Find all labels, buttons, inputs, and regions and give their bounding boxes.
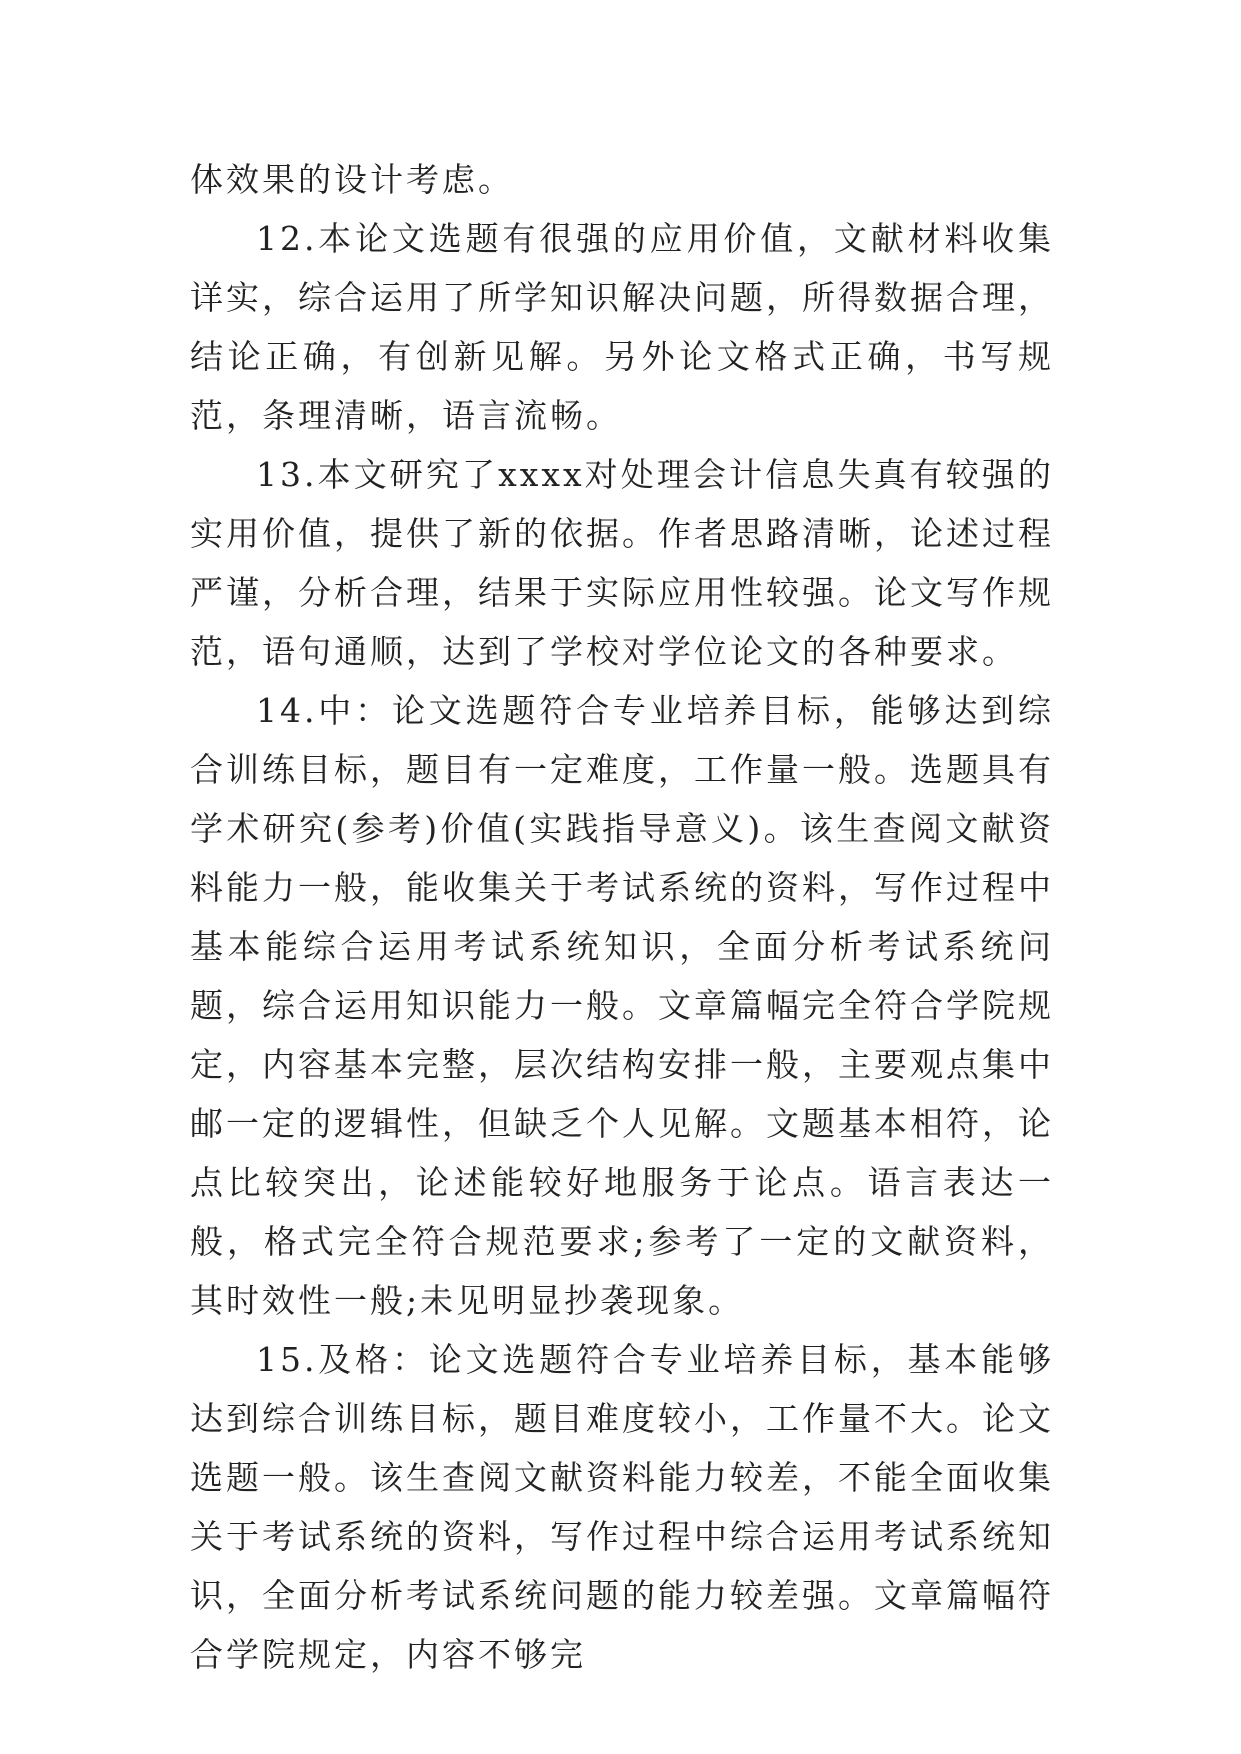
paragraph-11-continuation: 体效果的设计考虑。 (190, 160, 514, 199)
paragraph-15: 15.及格：论文选题符合专业培养目标，基本能够达到综合训练目标，题目难度较小，工作量不大。论文选题一般。该生查阅文献资料能力较差，不能全面收集关于考试系统的资料，写作过程中综合运用考试系统知识，全面分析考试系统问题的能力较差强。文章篇幅符合学院规定，内容不够完 (190, 1340, 1054, 1674)
paragraph-12: 12.本论文选题有很强的应用价值，文献材料收集详实，综合运用了所学知识解决问题，所得数据合理，结论正确，有创新见解。另外论文格式正确，书写规范，条理清晰，语言流畅。 (190, 219, 1054, 435)
document-body (190, 150, 1054, 1684)
paragraph-14: 14.中：论文选题符合专业培养目标，能够达到综合训练目标，题目有一定难度，工作量一般。选题具有学术研究(参考)价值(实践指导意义)。该生查阅文献资料能力一般，能收集关于考试系统的资料，写作过程中基本能综合运用考试系统知识，全面分析考试系统问题，综合运用知识能力一般。文章篇幅完全符合学院规定，内容基本完整，层次结构安排一般，主要观点集中邮一定的逻辑性，但缺乏个人见解。文题基本相符，论点比较突出，论述能较好地服务于论点。语言表达一般，格式完全符合规范要求;参考了一定的文献资料，其时效性一般;未见明显抄袭现象。 (190, 691, 1054, 1320)
paragraph-13: 13.本文研究了xxxx对处理会计信息失真有较强的实用价值，提供了新的依据。作者思路清晰，论述过程严谨，分析合理，结果于实际应用性较强。论文写作规范，语句通顺，达到了学校对学位论文的各种要求。 (190, 455, 1054, 671)
